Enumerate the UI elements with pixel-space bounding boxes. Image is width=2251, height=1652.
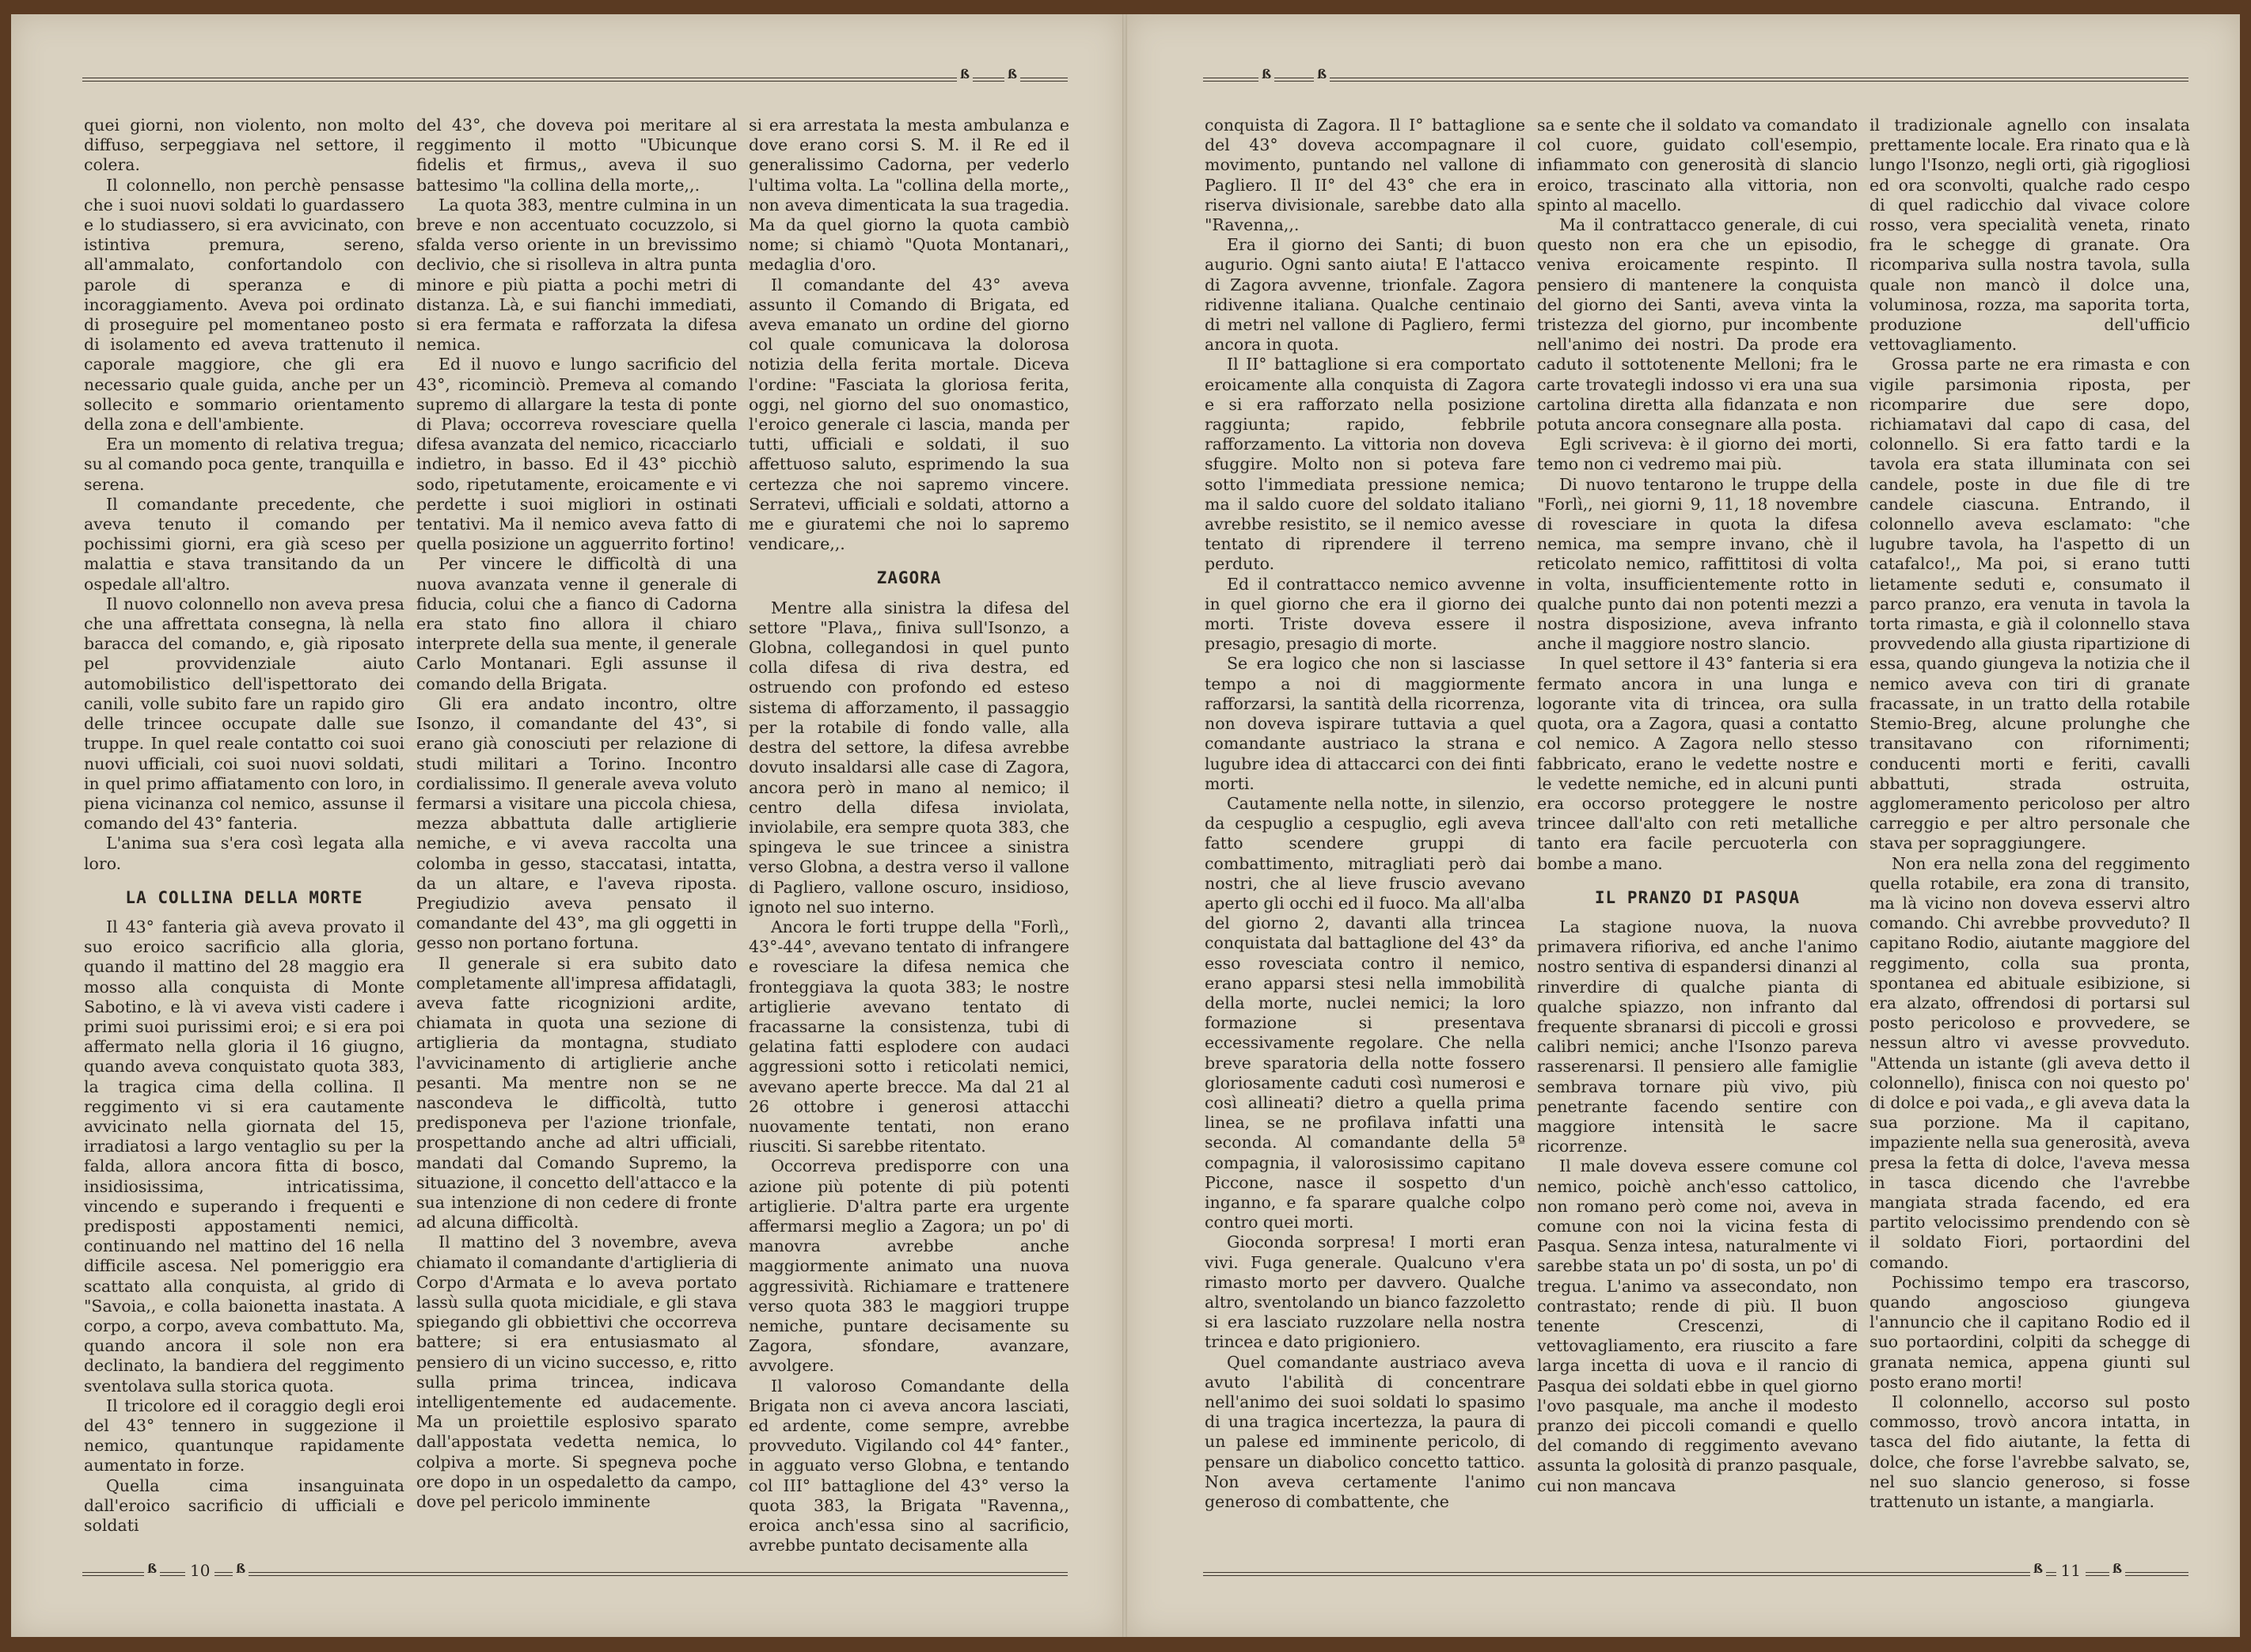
ornament-mark: ß bbox=[1258, 66, 1274, 82]
paragraph: La stagione nuova, la nuova primavera rifioriva, ed anche l'animo nostro sentiva di espandersi dinanzi al rinverdire di qualche pianta di qualche spiazzo, non infranto dal frequente sbranarsi di piccoli e grossi calibri nemici; anche l'Isonzo pareva rasserenarsi. Il pensiero alle famiglie sembrava tornare più vivo, più penetrante facendo sentire con maggiore intensità le sacre ricorrenze. bbox=[1537, 917, 1858, 1156]
paragraph: Non era nella zona del reggimento quella rotabile, era zona di transito, ma là vicino non doveva esservi altro comando. Chi avrebbe provveduto? Il capitano Rodio, aiutante maggiore del reggimento, colla sua pronta, spontanea ed abituale esibizione, si era alzato, offrendosi di portarsi sul posto pericoloso e provvedere, se nessun altro vi avesse provveduto. "Attenda un istante (gli aveva detto il colonnello), finisca con noi questo po' di dolce e poi vada,, e gli aveva data la sua porzione. Ma il capitano, impaziente nella sua generosità, aveva presa la fetta di dolce, l'aveva messa in tasca dicendo che l'avrebbe mangiata strada facendo, ed era partito velocissimo prendendo con sè il soldato Fiori, portaordini del comando. bbox=[1870, 853, 2190, 1272]
paragraph: Ma il contrattacco generale, di cui questo non era che un episodio, veniva eroicamente respinto. Il pensiero di mantenere la conquista del giorno dei Santi, aveva vinta la tristezza del giorno, pur incombente nell'animo dei nostri. Da prode era caduto il sottotenente Melloni; fra le carte trovategli indosso vi era una sua cartolina diretta alla fidanzata e non potuta ancora consegnare alla posta. bbox=[1537, 215, 1858, 435]
bottom-rule bbox=[1203, 1561, 2188, 1580]
paragraph: Era un momento di relativa tregua; su al comando poca gente, tranquilla e serena. bbox=[84, 435, 404, 494]
column-3 bbox=[1870, 116, 2190, 1556]
paragraph: il tradizionale agnello con insalata prettamente locale. Era rinato qua e là lungo l'Isonzo, negli orti, già rigogliosi ed ora sconvolti, qualche rado cespo di quel radicchio dal vivace colore rosso, vera specialità veneta, rinato fra le schegge di granate. Ora ricompariva sulla nostra tavola, sulla quale non mancò il dolce una, voluminosa, rozza, ma saporita torta, produzione dell'ufficio vettovagliamento. bbox=[1870, 116, 2190, 355]
section-heading: LA COLLINA DELLA MORTE bbox=[125, 887, 363, 907]
bottom-rule bbox=[82, 1561, 1068, 1580]
page-number: 10 bbox=[185, 1561, 214, 1580]
left-page bbox=[11, 14, 1122, 1637]
column-2 bbox=[416, 116, 737, 1556]
paragraph: Il mattino del 3 novembre, aveva chiamato il comandante d'artiglieria di Corpo d'Armata e lo aveva portato lassù sulla quota micidiale, e gli stava spiegando gli obbiettivi che occorreva battere; si era entusiasmato al pensiero di un vicino successo, e, ritto sulla prima trincea, indicava intelligentemente ed audacemente. Ma un proiettile esplosivo sparato dall'appostata vedetta nemica, lo colpiva a morte. Si spegneva poche ore dopo in un ospedaletto da campo, dove pel pericolo imminente bbox=[416, 1232, 737, 1512]
paragraph: Occorreva predisporre con una azione più potente di più potenti artiglierie. D'altra parte era urgente affermarsi meglio a Zagora; un po' di manovra avrebbe anche maggiormente animato una nuova aggressività. Richiamare e trattenere verso quota 383 le maggiori truppe nemiche, puntare decisamente su Zagora, sfondare, avanzare, avvolgere. bbox=[749, 1156, 1069, 1376]
ornament-mark: ß bbox=[2030, 1561, 2046, 1576]
section-heading: ZAGORA bbox=[876, 568, 942, 588]
column-3 bbox=[749, 116, 1069, 1556]
top-rule bbox=[1203, 66, 2188, 84]
page-number: 11 bbox=[2056, 1561, 2086, 1580]
paragraph: La quota 383, mentre culmina in un breve e non accentuato cocuzzolo, si sfalda verso oriente in un brevissimo declivio, che si risolleva in altra punta minore e più piatta a pochi metri di distanza. Là, e sui fianchi immediati, si era fermata e rafforzata la difesa nemica. bbox=[416, 195, 737, 355]
ornament-mark: ß bbox=[233, 1561, 249, 1576]
paragraph: Ed il contrattacco nemico avvenne in quel giorno che era il giorno dei morti. Triste doveva essere il presagio, presagio di morte. bbox=[1205, 574, 1525, 654]
paragraph: quei giorni, non violento, non molto diffuso, serpeggiava nel settore, il colera. bbox=[84, 116, 404, 175]
paragraph: Quel comandante austriaco aveva avuto l'abilità di concentrare nell'animo dei suoi soldati lo spasimo di una tragica incertezza, la paura di un palese ed imminente pericolo, di pensare un diabolico concetto tattico. Non aveva certamente l'animo generoso di combattente, che bbox=[1205, 1352, 1525, 1512]
paragraph: Grossa parte ne era rimasta e con vigile parsimonia riposta, per ricomparire due sere dopo, richiamatavi dal capo di casa, del colonnello. Si era fatto tardi e la tavola era stata illuminata con sei candele, poste in due file di tre candele ciascuna. Entrando, il colonnello aveva esclamato: "che lugubre tavola, ha l'aspetto di un catafalco!,, Ma poi, si erano tutti lietamente seduti e, consumato il parco pranzo, era venuta in tavola la torta rimasta, e già il colonnello stava provvedendo alla giusta ripartizione di essa, quando giungeva la notizia che il nemico aveva con tiri di granate fracassate, in un tratto della rotabile Stemio-Breg, alcune prolunghe che transitavano con rifornimenti; conducenti morti e feriti, cavalli abbattuti, strada ostruita, agglomeramento pericoloso per altro carreggio e per altro personale che stava per sopraggiungere. bbox=[1870, 355, 2190, 853]
paragraph: Il colonnello, accorso sul posto commosso, trovò ancora intatta, in tasca del fido aiutante, la fetta di dolce, che forse l'avrebbe salvato, se, nel suo slancio generoso, si fosse trattenuto un istante, a mangiarla. bbox=[1870, 1392, 2190, 1512]
paragraph: Per vincere le difficoltà di una nuova avanzata venne il generale di fiducia, colui che a fianco di Cadorna era stato fino allora il chiaro interprete della sua mente, il generale Carlo Montanari. Egli assunse il comando della Brigata. bbox=[416, 554, 737, 693]
paragraph: Il nuovo colonnello non aveva presa che una affrettata consegna, là nella baracca del comando, e, già riposato pel provvidenziale aiuto automobilistico dell'ispettorato dei canili, volle subito fare un rapido giro delle trincee occupate dalle sue truppe. In quel reale contatto coi suoi nuovi ufficiali, coi suoi nuovi soldati, in quel primo affiatamento con loro, in piena vicinanza col nemico, assunse il comando del 43° fanteria. bbox=[84, 594, 404, 834]
paragraph: Il comandante precedente, che aveva tenuto il comando per pochissimi giorni, era già sceso per malattia e stava transitando da un ospedale all'altro. bbox=[84, 494, 404, 594]
paragraph: Il valoroso Comandante della Brigata non ci aveva ancora lasciati, ed ardente, come sempre, avrebbe provveduto. Vigilando col 44° fanter., in agguato verso Globna, e tentando col III° battaglione del 43° verso la quota 383, la Brigata "Ravenna,, eroica anch'essa sino al sacrificio, avrebbe puntato decisamente alla bbox=[749, 1376, 1069, 1555]
paragraph: Pochissimo tempo era trascorso, quando angoscioso giungeva l'annuncio che il capitano Rodio ed il suo portaordini, colpiti da schegge di granata nemica, appena giunti sul posto erano morti! bbox=[1870, 1272, 2190, 1392]
paragraph: Il tricolore ed il coraggio degli eroi del 43° tennero in suggezione il nemico, quantunque rapidamente aumentato in forze. bbox=[84, 1396, 404, 1475]
section-heading: IL PRANZO DI PASQUA bbox=[1594, 887, 1801, 907]
paragraph: conquista di Zagora. Il I° battaglione del 43° doveva accompagnare il movimento, puntando nel vallone di Pagliero. Il II° del 43° che era in riserva divisionale, sarebbe dato alla "Ravenna,,. bbox=[1205, 116, 1525, 235]
paragraph: L'anima sua s'era così legata alla loro. bbox=[84, 834, 404, 873]
paragraph: Se era logico che non si lasciasse tempo a noi di maggiormente rafforzarsi, la santità della ricorrenza, non doveva ispirare tuttavia a quel comandante austriaco la strana e lugubre idea di attaccarci con dei finti morti. bbox=[1205, 654, 1525, 793]
ornament-mark: ß bbox=[2109, 1561, 2125, 1576]
paragraph: In quel settore il 43° fanteria si era fermato ancora in una lunga e logorante vita di trincea, ora sulla quota, ora a Zagora, quasi a contatto col nemico. A Zagora nello stesso fabbricato, erano le vedette nostre e le vedette nemiche, ed in alcuni punti era occorso proteggere le nostre trincee dall'alto con reti metalliche tanto era facile percuoterla con bombe a mano. bbox=[1537, 654, 1858, 873]
paragraph: Il generale si era subito dato completamente all'impresa affidatagli, aveva fatte ricognizioni ardite, chiamata in quota una sezione di artiglieria da montagna, studiato l'avvicinamento di artiglierie anche pesanti. Ma mentre non se ne nascondeva le difficoltà, tutto predisponeva per l'azione trionfale, prospettando anche ad altri ufficiali, mandati dal Comando Supremo, la situazione, il concetto dell'attacco e la sua intenzione di non cedere di fronte ad alcuna difficoltà. bbox=[416, 953, 737, 1232]
paragraph: Il colonnello, non perchè pensasse che i suoi nuovi soldati lo guardassero e lo studiassero, si era avvicinato, con istintiva premura, sereno, all'ammalato, confortandolo con parole di speranza e di incoraggiamento. Aveva poi ordinato di proseguire pel momentaneo posto di isolamento ed aveva trattenuto il caporale maggiore, che gli era necessario quale guida, anche per un sollecito e sommario orientamento della zona e dell'ambiente. bbox=[84, 175, 404, 435]
paragraph: Egli scriveva: è il giorno dei morti, temo non ci vedremo mai più. bbox=[1537, 435, 1858, 474]
paragraph: si era arrestata la mesta ambulanza e dove erano corsi S. M. il Re ed il generalissimo Cadorna, per vederlo l'ultima volta. La "collina della morte,, non aveva dimenticata la sua tragedia. Ma da quel giorno la quota cambiò nome; si chiamò "Quota Montanari,, medaglia d'oro. bbox=[749, 116, 1069, 275]
paragraph: Il 43° fanteria già aveva provato il suo eroico sacrificio alla gloria, quando il mattino del 28 maggio era mosso alla conquista di Monte Sabotino, e là vi aveva visti cadere i primi suoi purissimi eroi; e si era poi affermato nella gloria il 16 giugno, quando aveva conquistato quota 383, la tragica cima della collina. Il reggimento vi si era cautamente avvicinato nella giornata del 15, irradiatosi a largo ventaglio su per la falda, allora ancora fitta di bosco, insidiosissima, intricatissima, vincendo e superando i frequenti e predisposti appostamenti nemici, continuando nel mattino del 16 nella difficile ascesa. Nel pomeriggio era scattato alla conquista, al grido di "Savoia,, e colla baionetta inastata. A corpo, a corpo, aveva combattuto. Ma, quando ancora il sole non era declinato, la bandiera del reggimento sventolava sulla storica quota. bbox=[84, 917, 404, 1396]
paragraph: Il II° battaglione si era comportato eroicamente alla conquista di Zagora e si era rafforzato nella posizione raggiunta; rapido, febbrile rafforzamento. La vittoria non doveva sfuggire. Molto non si poteva fare sotto l'immediata pressione nemica; ma il saldo cuore del soldato italiano avrebbe resistito, se il nemico avesse tentato di riprendere il terreno perduto. bbox=[1205, 355, 1525, 574]
ornament-mark: ß bbox=[1004, 66, 1020, 82]
column-2 bbox=[1537, 116, 1858, 1556]
top-rule bbox=[82, 66, 1068, 84]
paragraph: Cautamente nella notte, in silenzio, da cespuglio a cespuglio, egli aveva fatto scendere gruppi di combattimento, mitragliati però dai nostri, che al lieve fruscio avevano aperto gli occhi ed il fuoco. Ma all'alba del giorno 2, davanti alla trincea conquistata dal battaglione del 43° da esso rovesciata contro il nemico, erano apparsi stesi nella immobilità della morte, nuclei nemici; la loro formazione si presentava eccessivamente regolare. Che nella breve sparatoria della notte fossero gloriosamente caduti così numerosi e così allineati? dietro a quella prima linea, se ne profilava infatti una seconda. Al comandante della 5ª compagnia, il valorosissimo capitano Piccone, nasce il sospetto d'un inganno, e fa sparare qualche colpo contro quei morti. bbox=[1205, 793, 1525, 1232]
paragraph: Ancora le forti truppe della "Forlì,, 43°-44°, avevano tentato di infrangere e rovesciare la difesa nemica che fronteggiava la quota 383; le nostre artiglierie avevano tentato di fracassarne la consistenza, tubi di gelatina fatti esplodere con audaci aggressioni sotto i reticolati nemici, avevano aperte brecce. Ma dal 21 al 26 ottobre i generosi attacchi nuovamente tentati, non erano riusciti. Si sarebbe ritentato. bbox=[749, 917, 1069, 1156]
paragraph: Gioconda sorpresa! I morti eran vivi. Fuga generale. Qualcuno v'era rimasto morto per davvero. Qualche altro, sventolando un bianco fazzoletto si era lasciato ruzzolare nella nostra trincea e dato prigioniero. bbox=[1205, 1232, 1525, 1352]
right-page bbox=[1127, 14, 2240, 1637]
paragraph: Era il giorno dei Santi; di buon augurio. Ogni santo aiuta! E l'attacco di Zagora avvenne, trionfale. Zagora ridivenne italiana. Qualche centinaio di metri nel vallone di Pagliero, fermi ancora in quota. bbox=[1205, 235, 1525, 355]
paragraph: Il male doveva essere comune col nemico, poichè anch'esso cattolico, non romano però come noi, aveva in comune con noi la vicina festa di Pasqua. Senza intesa, naturalmente vi sarebbe stata un po' di sosta, un po' di tregua. L'animo va assecondato, non contrastato; rende di più. Il buon tenente Crescenzi, di vettovagliamento, era riuscito a fare larga incetta di uova e il rancio di Pasqua dei soldati ebbe in quel giorno l'ovo pasquale, ma anche il modesto pranzo dei piccoli comandi e quello del comando di reggimento avevano assunta la golosità di pranzo pasquale, cui non mancava bbox=[1537, 1156, 1858, 1495]
ornament-mark: ß bbox=[144, 1561, 160, 1576]
paragraph: Mentre alla sinistra la difesa del settore "Plava,, finiva sull'Isonzo, a Globna, collegandosi in quel punto colla difesa di riva destra, ed ostruendo con profondo ed esteso sistema di afforzamento, il passaggio per la rotabile di fondo valle, alla destra del settore, la difesa avrebbe dovuto insaldarsi alle case di Zagora, ancora però in mano al nemico; il centro della difesa inviolata, inviolabile, era sempre quota 383, che spingeva le sue trincee a sinistra verso Globna, a destra verso il vallone di Pagliero, vallone oscuro, insidioso, ignoto nel suo interno. bbox=[749, 598, 1069, 917]
paragraph: sa e sente che il soldato va comandato col cuore, guidato coll'esempio, infiammato con generosità di slancio eroico, trascinato alla vittoria, non spinto al macello. bbox=[1537, 116, 1858, 215]
paragraph: del 43°, che doveva poi meritare al reggimento il motto "Ubicunque fidelis et firmus,, aveva il suo battesimo "la collina della morte,,. bbox=[416, 116, 737, 195]
paragraph: Ed il nuovo e lungo sacrificio del 43°, ricominciò. Premeva al comando supremo di allargare la testa di ponte di Plava; occorreva rovesciare quella difesa avanzata del nemico, ricacciarlo indietro, in basso. Ed il 43° picchiò sodo, ripetutamente, eroicamente e vi perdette i suoi migliori in ostinati tentativi. Ma il nemico aveva fatto di quella posizione un agguerrito fortino! bbox=[416, 355, 737, 554]
column-1 bbox=[1205, 116, 1525, 1556]
ornament-mark: ß bbox=[1314, 66, 1330, 82]
paragraph: Quella cima insanguinata dall'eroico sacrificio di ufficiali e soldati bbox=[84, 1475, 404, 1536]
ornament-mark: ß bbox=[957, 66, 973, 82]
paragraph: Il comandante del 43° aveva assunto il Comando di Brigata, ed aveva emanato un ordine del giorno col quale comunicava la dolorosa notizia della ferita mortale. Diceva l'ordine: "Fasciata la gloriosa ferita, oggi, nel giorno del suo onomastico, l'eroico generale ci lascia, manda per tutti, ufficiali e soldati, il suo affettuoso saluto, esprimendo la sua certezza che noi sapremo vincere. Serratevi, ufficiali e soldati, attorno a me e giuratemi che noi lo sapremo vendicare,,. bbox=[749, 275, 1069, 554]
paragraph: Gli era andato incontro, oltre Isonzo, il comandante del 43°, si erano già conosciuti per relazione di studi militari a Torino. Incontro cordialissimo. Il generale aveva voluto fermarsi a visitare una piccola chiesa, mezza abbattuta dalle artiglierie nemiche, e vi aveva raccolta una colomba in gesso, staccatasi, intatta, da un altare, e l'aveva riposta. Pregiudizio aveva pensato il comandante del 43°, ma gli oggetti in gesso non portano fortuna. bbox=[416, 693, 737, 953]
column-1 bbox=[84, 116, 404, 1556]
paragraph: Di nuovo tentarono le truppe della "Forlì,, nei giorni 9, 11, 18 novembre di rovesciare in quota la difesa nemica, ma sempre invano, chè il reticolato nemico, raffittitosi di volta in volta, insufficientemente rotto in qualche punto dai non potenti mezzi a nostra disposizione, aveva infranto anche il maggiore nostro slancio. bbox=[1537, 474, 1858, 654]
